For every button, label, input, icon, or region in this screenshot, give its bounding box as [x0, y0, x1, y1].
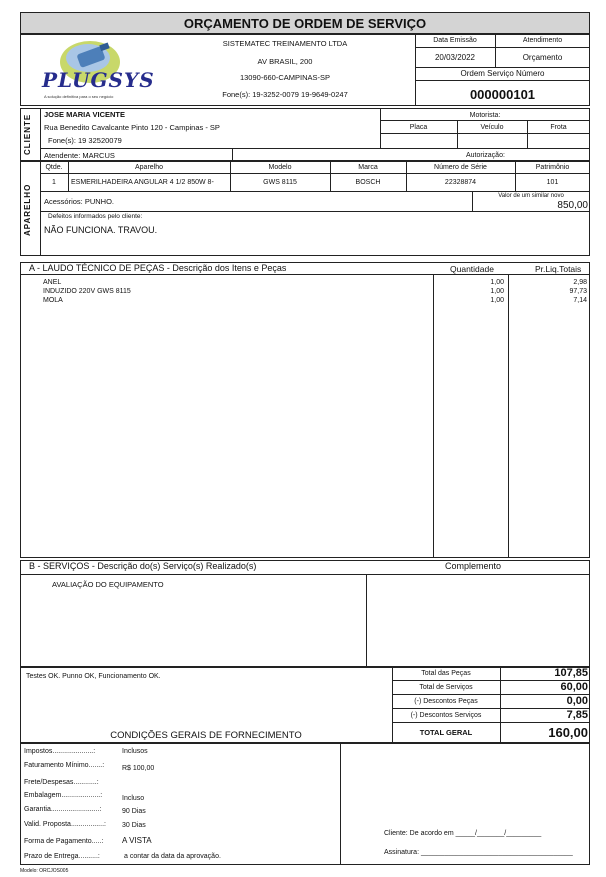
list-item: Forma de Pagamento.....: [24, 838, 104, 845]
service-item: AVALIAÇÃO DO EQUIPAMENTO [52, 580, 164, 589]
list-item: Impostos.....................: [24, 748, 96, 755]
device-header-model: Modelo [268, 164, 292, 171]
list-item: 90 Dias [122, 808, 146, 815]
emission-label: Data Emissão [433, 37, 477, 44]
device-patrimony: 101 [546, 179, 559, 186]
defects-label: Defeitos informados pelo cliente: [48, 213, 143, 220]
attendance-value: Orçamento [522, 53, 563, 62]
list-item: 1,00 [490, 279, 504, 286]
company-logo [40, 36, 155, 102]
parts-qty-label: Quantidade [450, 264, 494, 274]
page-title: ORÇAMENTO DE ORDEM DE SERVIÇO [183, 16, 427, 31]
list-item: 30 Dias [122, 822, 146, 829]
defects-value: NÃO FUNCIONA. TRAVOU. [44, 225, 158, 235]
list-item: Frete/Despesas............: [24, 779, 99, 786]
os-number-label: Ordem Serviço Número [460, 69, 545, 78]
services-title: B - SERVIÇOS - Descrição do(s) Serviço(s) Realizado(s) [29, 561, 257, 571]
device-header-brand: Marca [358, 164, 378, 171]
device-header-qty: Qtde. [45, 164, 63, 171]
company-name: SISTEMATEC TREINAMENTO LTDA [222, 39, 348, 48]
device-serial: 22328874 [444, 179, 477, 186]
parts-title: A - LAUDO TÉCNICO DE PEÇAS - Descrição dos Itens e Peças [29, 263, 287, 273]
discount-services-label: (-) Descontos Serviços [410, 712, 482, 719]
list-item: Faturamento Mínimo.......: [24, 762, 105, 769]
list-item: MOLA [43, 297, 63, 304]
services-section [20, 560, 590, 667]
device-name: ESMERILHADEIRA ANGULAR 4 1/2 850W 8- [71, 179, 214, 186]
device-header-serial: Número de Série [434, 164, 487, 171]
device-header-patrimony: Patrimônio [535, 164, 570, 171]
list-item: 97,73 [569, 288, 587, 295]
list-item: Garantia.........................: [24, 806, 102, 813]
list-item: Prazo de Entrega..........: [24, 853, 100, 860]
complement-label: Complemento [445, 561, 502, 571]
device-qty: 1 [52, 179, 56, 186]
os-number-value: 000000101 [469, 87, 536, 102]
client-side-label: CLIENTE [23, 113, 32, 156]
list-item: Valid. Proposta.................: [24, 821, 106, 828]
attendance-label: Atendimento [522, 37, 563, 44]
list-item: INDUZIDO 220V GWS 8115 [43, 288, 131, 295]
client-phone: Fone(s): 19 32520079 [48, 136, 122, 145]
company-address: AV BRASIL, 200 [257, 57, 313, 66]
plate-label: Placa [409, 124, 428, 131]
list-item: 1,00 [490, 288, 504, 295]
total-services-value: 60,00 [560, 681, 588, 693]
list-item: 1,00 [490, 297, 504, 304]
fleet-label: Frota [550, 124, 567, 131]
device-model: GWS 8115 [263, 179, 297, 186]
list-item: Embalagem....................: [24, 792, 103, 799]
company-city: 13090-660-CAMPINAS-SP [239, 73, 331, 82]
client-name: JOSE MARIA VICENTE [44, 110, 125, 119]
discount-services-value: 7,85 [566, 709, 588, 721]
grand-total-value: 160,00 [548, 725, 588, 740]
device-side-label: APARELHO [23, 183, 32, 237]
discount-parts-label: (-) Descontos Peças [414, 698, 478, 705]
client-address: Rua Benedito Cavalcante Pinto 120 - Campinas - SP [44, 123, 220, 132]
logo-tagline: A solução definitiva para o seu negócio [44, 94, 114, 99]
attendant: Atendente: MARCUS [44, 151, 115, 160]
emission-value: 20/03/2022 [434, 53, 476, 62]
footer-model: Modelo: ORCJOS005 [20, 868, 69, 874]
device-header-device: Aparelho [134, 164, 164, 171]
device-brand: BOSCH [355, 179, 381, 186]
parts-section [20, 262, 590, 558]
signature-line: Assinatura: _______________________________________ [384, 849, 573, 856]
client-agreement: Cliente: De acordo em _____/_______/_________ [384, 830, 542, 837]
vehicle-label: Veículo [480, 124, 504, 131]
logo-text: PLUGSYS [42, 68, 155, 92]
driver-label: Motorista: [469, 112, 501, 119]
list-item: R$ 100,00 [122, 765, 155, 772]
company-phones: Fone(s): 19-3252-0079 19-9649-0247 [222, 90, 348, 99]
list-item: Inclusos [122, 748, 148, 755]
conditions-section [20, 743, 590, 865]
list-item: ANEL [43, 279, 62, 286]
authorization-label: Autorização: [466, 152, 505, 159]
grand-total-label: TOTAL GERAL [419, 728, 473, 737]
list-item: a contar da data da aprovação. [124, 853, 221, 860]
similar-value-label: Valor de um similar novo [498, 193, 564, 199]
accessories: Acessórios: PUNHO. [44, 197, 115, 206]
list-item: Incluso [122, 795, 145, 802]
list-item: 2,98 [573, 279, 587, 286]
total-parts-label: Total das Peças [421, 670, 471, 677]
discount-parts-value: 0,00 [566, 695, 588, 707]
similar-value: 850,00 [557, 200, 588, 211]
list-item: A VISTA [122, 836, 152, 845]
conditions-title: CONDIÇÕES GERAIS DE FORNECIMENTO [110, 730, 302, 741]
list-item: 7,14 [573, 297, 587, 304]
totals-notes: Testes OK. Punno OK, Funcionamento OK. [26, 673, 161, 680]
parts-price-label: Pr.Liq.Totais [535, 264, 582, 274]
total-parts-value: 107,85 [554, 667, 588, 679]
total-services-label: Total de Serviços [419, 684, 473, 691]
